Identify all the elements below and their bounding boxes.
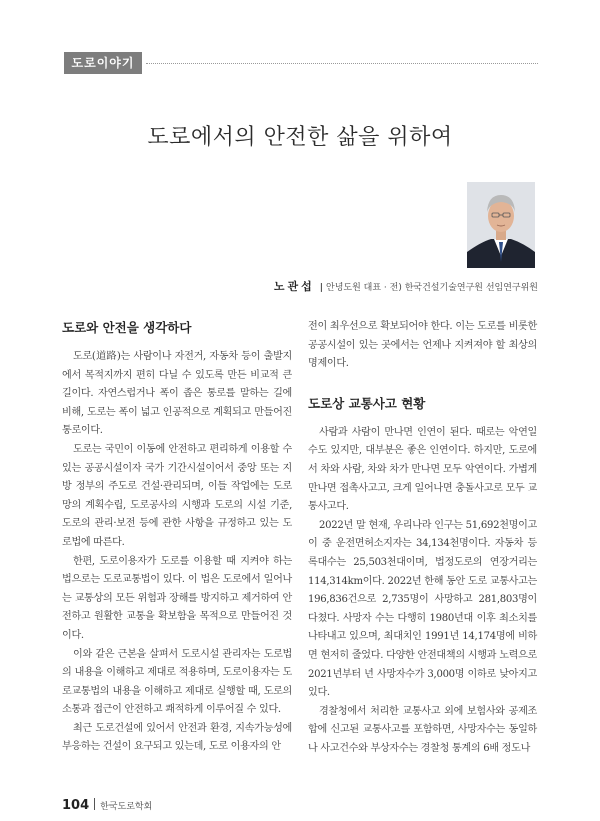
author-portrait: [467, 182, 535, 268]
section-heading-road-safety: 도로와 안전을 생각하다: [62, 320, 192, 335]
section-heading-accident-status: 도로상 교통사고 현황: [308, 395, 426, 411]
body-paragraph: 한편, 도로이용자가 도로를 이용할 때 지켜야 하는 법으로는 도로교통법이 있다. 이 법은 도로에서 일어나는 교통상의 모든 위험과 장해를 방지하고 제거하여 안전하고 원활한 교통을 확보함을 목적으로 만들어진 것이다.: [62, 555, 292, 641]
left-column: [62, 318, 292, 757]
author-affiliation: 안녕도원 대표 · 전) 한국건설기술연구원 선임연구위원: [326, 283, 538, 293]
footer-publication: 한국도로학회: [100, 802, 153, 812]
byline-separator: |: [319, 283, 324, 293]
body-paragraph: 최근 도로건설에 있어서 안전과 환경, 지속가능성에 부응하는 건설이 요구되고 있는데, 도로 이용자의 안: [62, 722, 292, 753]
body-paragraph: 도로는 국민이 이동에 안전하고 편리하게 이용할 수 있는 공공시설이자 국가 기간시설이어서 중앙 또는 지방 정부의 주도로 건설·관리되며, 이들 작업에는 도로망의 계획수립, 도로공사의 시행과 도로의 시설 기준, 도로의 관리·보전 등에 관한 사항을 규정하고 있는 도로법에 따른다.: [62, 443, 292, 548]
body-paragraph: 이와 같은 근본을 살펴서 도로시설 관리자는 도로법의 내용을 이해하고 제대로 적용하며, 도로이용자는 도로교통법의 내용을 이해하고 제대로 실행할 때, 도로의 소통과 접근이 안전하고 쾌적하게 이루어질 수 있다.: [62, 648, 292, 716]
body-paragraph: 도로(道路)는 사람이나 자전거, 자동차 등이 출발지에서 목적지까지 편히 다닐 수 있도록 만든 비교적 큰 길이다. 자연스럽거나 폭이 좁은 통로를 말하는 길에 비해, 도로는 폭이 넓고 인공적으로 계획되고 만들어진 통로이다.: [62, 351, 292, 437]
category-divider: [146, 63, 538, 64]
page-number: 104: [62, 798, 90, 813]
body-paragraph: 2022년 말 현재, 우리나라 인구는 51,692천명이고 이 중 운전면허소지자는 34,134천명이다. 자동차 등록대수는 25,503천대이며, 법정도로의 연장거리는 114,314km이다. 2022년 한해 동안 도로 교통사고는 196,836건으로 2,735명이 사망하고 281,803명이 다쳤다. 사망자 수는 다행히 1980년대 이후 최소치를 나타내고 있으며, 최대치인 1991년 14,174명에 비하면 현저히 줄었다. 다양한 안전대책의 시행과 노력으로 2021년부터 년 사망자수가 3,000명 이하로 낮아지고 있다.: [308, 519, 537, 699]
body-paragraph: 경찰청에서 처리한 교통사고 외에 보험사와 공제조합에 신고된 교통사고를 포함하면, 사망자수는 동일하나 사고건수와 부상자수는 경찰청 통계의 6배 정도나: [308, 705, 537, 754]
category-tag: 도로이야기: [64, 52, 142, 74]
body-paragraph-continued: 전이 최우선으로 확보되어야 한다. 이는 도로를 비롯한 공공시설이 있는 곳에서는 언제나 지켜져야 할 최상의 명제이다.: [308, 321, 537, 370]
footer-separator: [94, 798, 95, 810]
page-footer: [62, 794, 152, 813]
author-name: 노관섭: [273, 280, 315, 293]
body-paragraph: 사람과 사람이 만나면 인연이 된다. 때로는 악연일 수도 있지만, 대부분은 좋은 인연이다. 하지만, 도로에서 차와 사람, 차와 차가 만나면 모두 악연이다. 가볍게 만나면 접촉사고고, 크게 일어나면 충돌사고로 모두 교통사고다.: [308, 426, 537, 513]
article-title: 도로에서의 안전한 삶을 위하여: [147, 125, 453, 150]
byline: [274, 278, 538, 294]
right-column: [308, 318, 537, 758]
